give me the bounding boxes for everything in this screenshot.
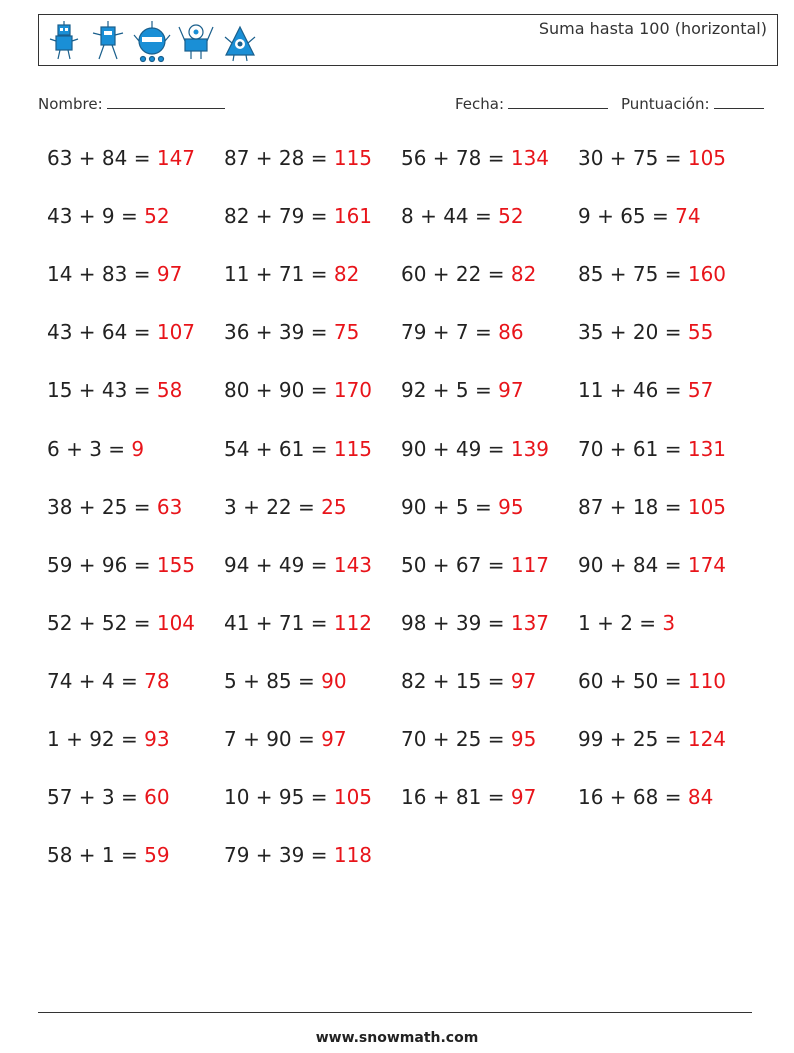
problem-answer: 52	[498, 204, 524, 229]
problem-answer: 55	[687, 320, 714, 345]
problem-expression: 1 + 2 =	[578, 610, 663, 635]
problem-expression: 36 + 39 =	[224, 320, 334, 345]
problem-expression: 80 + 90 =	[224, 378, 334, 403]
problem-row	[47, 437, 767, 467]
problem-expression: 90 + 49 =	[401, 436, 511, 461]
problem-item	[47, 843, 170, 867]
problem-expression: 30 + 75 =	[578, 146, 688, 170]
problem-item	[224, 669, 347, 693]
problem-expression: 85 + 75 =	[578, 262, 688, 287]
problem-answer: 118	[333, 843, 373, 868]
problem-answer: 104	[156, 610, 196, 635]
problem-item	[401, 437, 549, 461]
problem-item	[224, 785, 372, 809]
problem-answer: 107	[156, 320, 196, 345]
problem-item	[224, 262, 359, 286]
problem-answer: 137	[510, 610, 550, 635]
problem-answer: 97	[510, 668, 537, 693]
problem-expression: 38 + 25 =	[47, 494, 157, 519]
score-field	[621, 94, 764, 113]
problem-expression: 87 + 18 =	[578, 494, 688, 519]
problem-row	[47, 611, 767, 641]
problem-expression: 3 + 22 =	[224, 494, 322, 519]
footer-divider	[38, 1012, 752, 1013]
problem-answer: 97	[156, 262, 183, 287]
problem-answer: 82	[333, 262, 360, 287]
problem-expression: 10 + 95 =	[224, 785, 334, 810]
problem-item	[47, 378, 182, 402]
problem-item	[401, 669, 536, 693]
problem-expression: 98 + 39 =	[401, 610, 511, 635]
problem-item	[47, 320, 195, 344]
problem-answer: 90	[321, 668, 347, 693]
problem-item	[578, 204, 701, 228]
problem-answer: 105	[333, 785, 373, 810]
problem-expression: 70 + 25 =	[401, 727, 511, 751]
problem-expression: 60 + 22 =	[401, 262, 511, 287]
robot-icon-4	[177, 19, 215, 63]
problem-item	[401, 495, 524, 519]
problem-item	[224, 727, 347, 751]
problem-item	[578, 262, 726, 286]
problem-answer: 139	[510, 436, 550, 461]
problem-item	[47, 785, 170, 809]
problem-expression: 52 + 52 =	[47, 610, 157, 635]
problem-item	[224, 495, 347, 519]
problem-item	[401, 727, 536, 751]
problem-expression: 99 + 25 =	[578, 727, 688, 751]
problem-expression: 54 + 61 =	[224, 436, 334, 461]
problem-answer: 105	[687, 494, 727, 519]
date-label: Fecha:	[455, 95, 505, 113]
problem-answer: 25	[321, 494, 347, 519]
problem-item	[578, 378, 713, 402]
problem-answer: 9	[131, 436, 145, 461]
problem-answer: 170	[333, 378, 373, 403]
problem-expression: 16 + 68 =	[578, 785, 688, 810]
problem-item	[401, 785, 536, 809]
problem-item	[401, 553, 549, 577]
problem-answer: 78	[144, 668, 170, 693]
problem-expression: 15 + 43 =	[47, 378, 157, 403]
problem-row	[47, 727, 767, 757]
problem-item	[578, 146, 726, 170]
problem-expression: 9 + 65 =	[578, 204, 676, 229]
problem-item	[47, 262, 182, 286]
problem-answer: 59	[144, 843, 170, 868]
problem-answer: 82	[510, 262, 537, 287]
problem-item	[401, 204, 524, 228]
score-line	[714, 94, 764, 109]
problem-answer: 95	[510, 727, 537, 751]
problem-expression: 90 + 84 =	[578, 552, 688, 577]
problem-row	[47, 146, 767, 176]
header-box	[38, 14, 778, 66]
problem-item	[47, 495, 182, 519]
problem-row	[47, 553, 767, 583]
problem-item	[47, 611, 195, 635]
problem-item	[47, 553, 195, 577]
name-field	[38, 94, 225, 113]
problem-item	[224, 204, 372, 228]
date-line	[508, 94, 608, 109]
robot-icon-5	[221, 19, 259, 63]
problem-answer: 112	[333, 610, 373, 635]
problem-expression: 79 + 7 =	[401, 320, 499, 345]
problem-answer: 147	[156, 146, 196, 170]
problem-answer: 115	[333, 146, 373, 170]
problem-answer: 110	[687, 668, 727, 693]
problem-answer: 174	[687, 552, 727, 577]
problem-expression: 1 + 92 =	[47, 727, 145, 751]
problem-row	[47, 843, 767, 873]
problem-row	[47, 320, 767, 350]
problem-item	[224, 320, 359, 344]
problem-expression: 59 + 96 =	[47, 552, 157, 577]
problem-answer: 97	[498, 378, 524, 403]
problem-item	[401, 146, 549, 170]
problem-expression: 11 + 46 =	[578, 378, 688, 403]
problem-item	[401, 320, 524, 344]
problem-expression: 70 + 61 =	[578, 436, 688, 461]
problem-item	[224, 843, 372, 867]
problem-item	[578, 611, 675, 635]
problem-answer: 134	[510, 146, 550, 170]
problem-answer: 97	[321, 727, 347, 751]
problem-answer: 105	[687, 146, 727, 170]
problem-expression: 6 + 3 =	[47, 436, 132, 461]
problem-answer: 117	[510, 552, 550, 577]
problem-answer: 57	[687, 378, 714, 403]
problem-expression: 63 + 84 =	[47, 146, 157, 170]
problem-answer: 63	[156, 494, 183, 519]
problem-answer: 52	[144, 204, 170, 229]
problem-answer: 160	[687, 262, 727, 287]
problem-expression: 74 + 4 =	[47, 668, 145, 693]
date-field	[455, 94, 608, 113]
score-label: Puntuación:	[621, 95, 710, 113]
problem-item	[578, 320, 713, 344]
problem-expression: 57 + 3 =	[47, 785, 145, 810]
problem-expression: 82 + 79 =	[224, 204, 334, 229]
robot-icon-1	[45, 19, 83, 63]
name-label: Nombre:	[38, 95, 103, 113]
problem-expression: 60 + 50 =	[578, 668, 688, 693]
problem-expression: 11 + 71 =	[224, 262, 334, 287]
problem-item	[47, 204, 170, 228]
problem-answer: 155	[156, 552, 196, 577]
problem-item	[578, 495, 726, 519]
problem-answer: 74	[675, 204, 701, 229]
problem-answer: 143	[333, 552, 373, 577]
problem-item	[578, 785, 713, 809]
name-line	[107, 94, 225, 109]
problem-expression: 79 + 39 =	[224, 843, 334, 868]
problem-expression: 58 + 1 =	[47, 843, 145, 868]
problem-expression: 87 + 28 =	[224, 146, 334, 170]
problem-expression: 56 + 78 =	[401, 146, 511, 170]
problem-item	[224, 437, 372, 461]
problem-expression: 41 + 71 =	[224, 610, 334, 635]
problem-answer: 86	[498, 320, 524, 345]
problem-answer: 58	[156, 378, 183, 403]
problem-item	[401, 611, 549, 635]
robot-logos	[45, 19, 259, 63]
problem-expression: 90 + 5 =	[401, 494, 499, 519]
problem-item	[401, 262, 536, 286]
problem-row	[47, 262, 767, 292]
robot-icon-2	[89, 19, 127, 63]
problem-item	[224, 553, 372, 577]
problem-row	[47, 204, 767, 234]
problem-answer: 93	[144, 727, 170, 751]
footer-url: www.snowmath.com	[315, 1030, 479, 1046]
problem-answer: 60	[144, 785, 170, 810]
problem-expression: 7 + 90 =	[224, 727, 322, 751]
problem-answer: 75	[333, 320, 360, 345]
problem-answer: 97	[510, 785, 537, 810]
problem-item	[578, 553, 726, 577]
problem-item	[401, 378, 524, 402]
problem-answer: 124	[687, 727, 727, 751]
problem-row	[47, 378, 767, 408]
problem-item	[578, 437, 726, 461]
problem-expression: 14 + 83 =	[47, 262, 157, 287]
problem-item	[47, 437, 144, 461]
problem-expression: 16 + 81 =	[401, 785, 511, 810]
problem-item	[47, 146, 195, 170]
problem-item	[578, 727, 726, 751]
problem-expression: 43 + 9 =	[47, 204, 145, 229]
problem-answer: 161	[333, 204, 373, 229]
problem-answer: 3	[662, 610, 676, 635]
problem-row	[47, 495, 767, 525]
problem-item	[224, 378, 372, 402]
problem-item	[47, 727, 170, 751]
worksheet-title: Suma hasta 100 (horizontal)	[538, 19, 767, 38]
problem-expression: 50 + 67 =	[401, 552, 511, 577]
problem-expression: 35 + 20 =	[578, 320, 688, 345]
problem-item	[578, 669, 726, 693]
problem-answer: 115	[333, 436, 373, 461]
problem-row	[47, 669, 767, 699]
problem-answer: 95	[498, 494, 524, 519]
problem-item	[224, 146, 372, 170]
problem-expression: 43 + 64 =	[47, 320, 157, 345]
problem-expression: 92 + 5 =	[401, 378, 499, 403]
robot-icon-3	[133, 19, 171, 63]
problem-expression: 82 + 15 =	[401, 668, 511, 693]
problem-item	[224, 611, 372, 635]
problem-item	[47, 669, 170, 693]
problem-expression: 8 + 44 =	[401, 204, 499, 229]
problem-row	[47, 785, 767, 815]
problem-answer: 131	[687, 436, 727, 461]
problem-expression: 94 + 49 =	[224, 552, 334, 577]
problem-answer: 84	[687, 785, 714, 810]
problem-expression: 5 + 85 =	[224, 668, 322, 693]
